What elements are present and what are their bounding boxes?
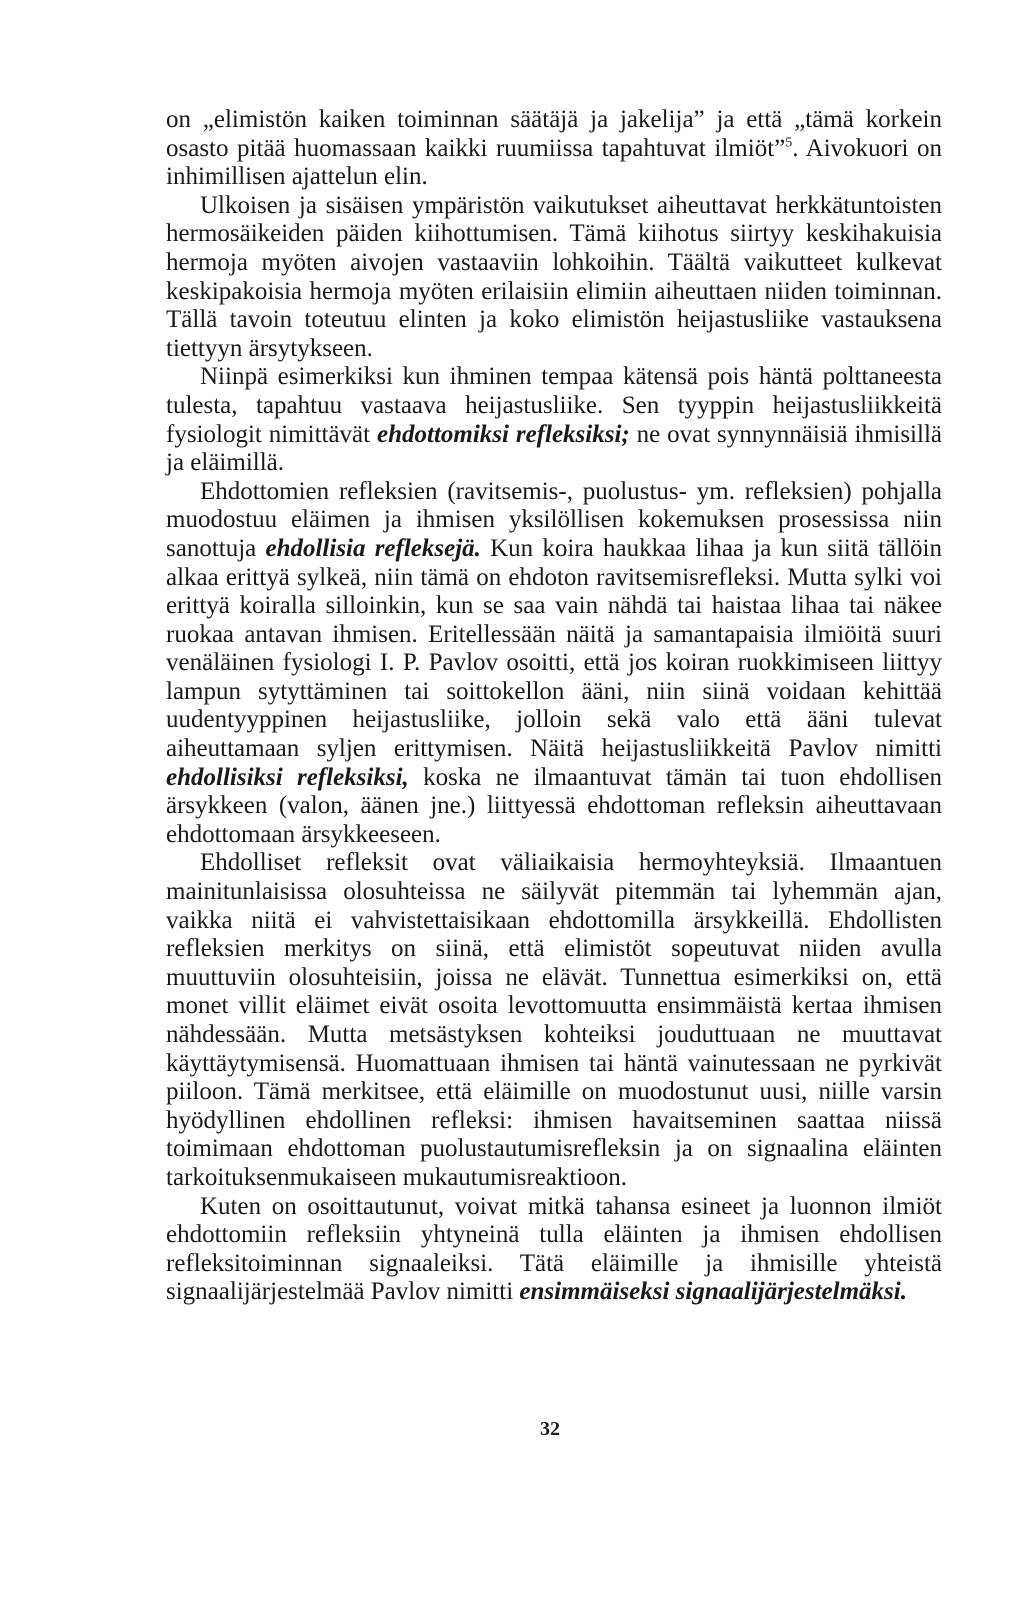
- text-run: Ehdolliset refleksit ovat väliaikaisia hermoyhteyksiä. Ilmaantuen mainitunlaisissa olosuhteissa ne säilyvät pitemmän tai lyhemmän ajan, vaikka niitä ei vahvistettaisikaan ehdottomilla ärsykkeillä. Ehdollisten refleksien merkitys on siinä, että elimistöt sopeutuvat niiden avulla muuttuviin olosuhteisiin, joissa ne elävät. Tunnettua esimerkiksi on, että monet villit eläimet eivät osoita levottomuutta ensimmäistä kertaa ihmisen nähdessään. Mutta metsästyksen kohteiksi jouduttuaan ne muuttavat käyttäytymisensä. Huomattuaan ihmisen tai häntä vainutessaan ne pyrkivät piiloon. Tämä merkitsee, että eläimille on muodostunut uusi, niille varsin hyödyllinen ehdollinen refleksi: ihmisen havaitseminen saattaa niissä toimimaan ehdottoman puolustautumisrefleksin ja on signaalina eläinten tarkoituksenmukaiseen mukautumisreaktioon.: [166, 849, 942, 1191]
- paragraph: [166, 106, 942, 192]
- paragraph: [166, 478, 942, 850]
- text-run: ne ovat synnynnäisiä ihmisillä ja eläimillä.: [166, 420, 942, 477]
- body-text: [166, 106, 942, 1307]
- emphasized-term: ehdollisiksi refleksiksi,: [166, 763, 409, 791]
- paragraph: [166, 192, 942, 364]
- emphasized-term: ehdollisia refleksejä.: [265, 534, 481, 562]
- paragraph: [166, 1193, 942, 1307]
- text-run: Niinpä esimerkiksi kun ihminen tempaa kätensä pois häntä polttaneesta tulesta, tapahtuu vastaava heijastusliike. Sen tyyppin heijastusliikkeitä fysiologit nimittävät: [166, 363, 942, 448]
- text-run: Kun koira haukkaa lihaa ja kun siitä tällöin alkaa erittyä sylkeä, niin tämä on ehdoton ravitsemisrefleksi. Mutta sylki voi erittyä koiralla silloinkin, kun se saa vain nähdä tai haistaa lihaa tai näkee ruokaa antavan ihmisen. Eritellessään näitä ja samantapaisia ilmiöitä suuri venäläinen fysiologi I. P. Pavlov osoitti, että jos koiran ruokkimiseen liittyy lampun sytyttäminen tai soittokellon ääni, niin siinä voidaan kehittää uudentyyppinen heijastusliike, jolloin sekä valo että ääni tulevat aiheuttamaan syljen erittymisen. Näitä heijastusliikkeitä Pavlov nimitti: [166, 534, 942, 763]
- emphasized-term: ensimmäiseksi signaalijärjestelmäksi.: [519, 1278, 907, 1306]
- emphasized-term: ehdottomiksi refleksiksi;: [377, 420, 630, 448]
- text-run: Ulkoisen ja sisäisen ympäristön vaikutukset aiheuttavat herkkätuntoisten hermosäikeiden päiden kiihottumisen. Tämä kiihotus siirtyy keskihakuisia hermoja myöten aivojen vastaaviin lohkoihin. Täältä vaikutteet kulkevat keskipakoisia hermoja myöten erilaisiin elimiin aiheuttaen niiden toiminnan. Tällä tavoin toteutuu elinten ja koko elimistön heijastusliike vastauksena tiettyyn ärsytykseen.: [166, 191, 942, 362]
- text-run: Kuten on osoittautunut, voivat mitkä tahansa esineet ja luonnon ilmiöt ehdottomiin refleksiin yhtyneinä tulla eläinten ja ihmisen ehdollisen refleksitoiminnan signaaleiksi. Tätä eläimille ja ihmisille yhteistä signaalijärjestelmää Pavlov nimitti: [166, 1192, 942, 1306]
- text-run: Ehdottomien refleksien (ravitsemis-, puolustus- ym. refleksien) pohjalla muodostuu eläimen ja ihmisen yksilöllisen kokemuksen prosessissa niin sanottuja: [166, 477, 942, 562]
- footnote-marker: 5: [785, 135, 793, 151]
- paragraph: [166, 363, 942, 477]
- text-run: . Aivokuori on inhimillisen ajattelun elin.: [166, 134, 942, 191]
- paragraph: [166, 849, 942, 1192]
- text-run: on „elimistön kaiken toiminnan säätäjä ja jakelija” ja että „tämä korkein osasto pitää huomassaan kaikki ruumiissa tapahtuvat ilmiöt”: [166, 106, 942, 162]
- page-number: 32: [540, 1418, 560, 1440]
- text-run: koska ne ilmaantuvat tämän tai tuon ehdollisen ärsykkeen (valon, äänen jne.) liittyessä ehdottoman refleksin aiheuttavaan ehdottomaan ärsykkeeseen.: [166, 763, 943, 848]
